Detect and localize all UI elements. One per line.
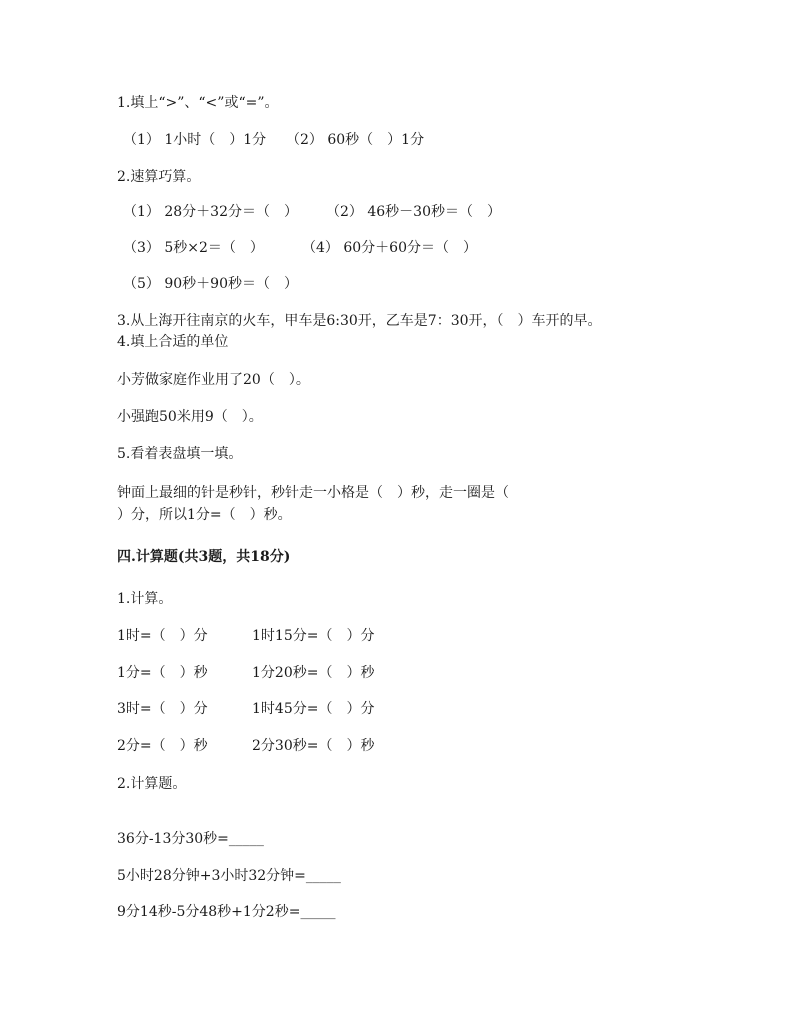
q1-title: 1.填上“>”、“<”或“=”。: [117, 95, 279, 111]
c2-line-1: 36分-13分30秒=_____: [117, 831, 264, 847]
q4-line-2: 小强跑50米用9（ ）。: [117, 409, 263, 425]
c1-row-3-right: 1时45分=（ ）分: [252, 701, 375, 717]
c2-line-3: 9分14秒-5分48秒+1分2秒=_____: [117, 904, 336, 920]
q5-line-1: 钟面上最细的针是秒针，秒针走一小格是（ ）秒，走一圈是（: [117, 485, 509, 501]
q1-item-1: （1） 1小时（ ）1分: [123, 132, 267, 148]
q2-item-2: （2） 46秒－30秒＝（ ）: [326, 204, 501, 220]
q2-item-3: （3） 5秒×2＝（ ）: [123, 240, 264, 256]
c1-title: 1.计算。: [117, 591, 173, 607]
c1-row-2-right: 1分20秒=（ ）秒: [252, 665, 375, 681]
q1-item-2: （2） 60秒（ ）1分: [286, 132, 425, 148]
c1-row-1-left: 1时=（ ）分: [117, 628, 208, 644]
c1-row-4-right: 2分30秒=（ ）秒: [252, 738, 375, 754]
c2-line-2: 5小时28分钟+3小时32分钟=_____: [117, 868, 341, 884]
q5-title: 5.看着表盘填一填。: [117, 446, 243, 462]
q2-item-4: （4） 60分＋60分＝（ ）: [302, 240, 477, 256]
q2-title: 2.速算巧算。: [117, 169, 201, 185]
c1-row-3-left: 3时=（ ）分: [117, 701, 208, 717]
q2-item-5: （5） 90秒＋90秒＝（ ）: [123, 276, 298, 292]
c1-row-4-left: 2分=（ ）秒: [117, 738, 208, 754]
q3-text: 3.从上海开往南京的火车，甲车是6:30开，乙车是7：30开，（ ）车开的早。: [117, 313, 602, 329]
q2-item-1: （1） 28分＋32分＝（ ）: [123, 204, 298, 220]
c1-row-2-left: 1分=（ ）秒: [117, 665, 208, 681]
c2-title: 2.计算题。: [117, 776, 187, 792]
q4-line-1: 小芳做家庭作业用了20（ ）。: [117, 372, 310, 388]
c1-row-1-right: 1时15分=（ ）分: [252, 628, 375, 644]
q5-line-2: ）分，所以1分=（ ）秒。: [117, 507, 292, 523]
q4-title: 4.填上合适的单位: [117, 334, 229, 350]
section-heading: 四.计算题(共3题，共18分): [117, 549, 291, 565]
